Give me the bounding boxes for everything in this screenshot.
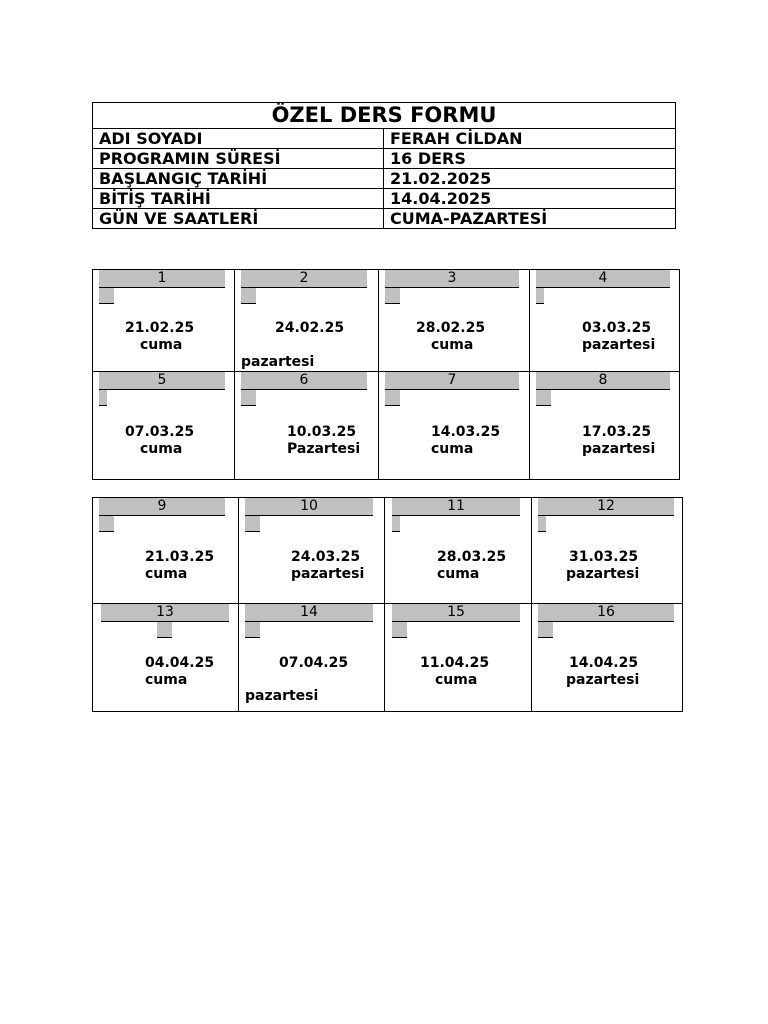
lesson-date: 07.03.25: [125, 424, 195, 440]
lesson-number: 15: [392, 604, 520, 622]
lesson-date: 11.04.25: [420, 655, 490, 671]
lesson-date: 14.03.25: [431, 424, 501, 440]
lesson-date: 28.02.25: [416, 320, 486, 336]
form-info-table: [92, 102, 676, 229]
lesson-date: 24.03.25: [291, 549, 361, 565]
lesson-day: cuma: [140, 441, 183, 457]
lesson-day: cuma: [140, 337, 183, 353]
lesson-date: 10.03.25: [287, 424, 357, 440]
lesson-day: pazartesi: [291, 566, 365, 582]
info-value: FERAH CİLDAN: [384, 129, 676, 149]
info-value: 16 DERS: [384, 149, 676, 169]
lesson-cell: [235, 270, 379, 372]
info-label: BİTİŞ TARİHİ: [93, 189, 384, 209]
lesson-number: 4: [536, 270, 670, 288]
lesson-day: cuma: [431, 337, 474, 353]
lesson-number: 12: [538, 498, 674, 516]
lesson-day: cuma: [145, 672, 188, 688]
lesson-date: 21.03.25: [145, 549, 215, 565]
lesson-date: 31.03.25: [569, 549, 639, 565]
lesson-number: 8: [536, 372, 670, 390]
lesson-cell: [532, 498, 683, 604]
info-value: 21.02.2025: [384, 169, 676, 189]
info-row: [93, 209, 676, 229]
lesson-day: pazartesi: [245, 688, 319, 704]
lesson-day: pazartesi: [566, 672, 640, 688]
lesson-date: 07.04.25: [279, 655, 349, 671]
lesson-cell: [235, 372, 379, 480]
lesson-day: Pazartesi: [287, 441, 361, 457]
lesson-number: 7: [385, 372, 519, 390]
lesson-number: 11: [392, 498, 520, 516]
form-title: ÖZEL DERS FORMU: [93, 103, 676, 129]
lesson-number: 1: [99, 270, 225, 288]
info-label: BAŞLANGIÇ TARİHİ: [93, 169, 384, 189]
lesson-cell: [93, 372, 235, 480]
lesson-cell: [385, 498, 532, 604]
lesson-number: 13: [101, 604, 229, 622]
lesson-grid-1: [92, 269, 680, 480]
lesson-number: 3: [385, 270, 519, 288]
lesson-grid-2: [92, 497, 683, 712]
lesson-number: 5: [99, 372, 225, 390]
info-row: [93, 149, 676, 169]
lesson-day: pazartesi: [241, 354, 315, 370]
lesson-date: 03.03.25: [582, 320, 652, 336]
info-value: 14.04.2025: [384, 189, 676, 209]
lesson-number: 14: [245, 604, 373, 622]
lesson-date: 21.02.25: [125, 320, 195, 336]
lesson-date: 14.04.25: [569, 655, 639, 671]
lesson-cell: [239, 604, 385, 712]
lesson-cell: [530, 270, 680, 372]
lesson-date: 28.03.25: [437, 549, 507, 565]
lesson-day: cuma: [437, 566, 480, 582]
lesson-day: cuma: [145, 566, 188, 582]
lesson-date: 17.03.25: [582, 424, 652, 440]
lesson-number: 16: [538, 604, 674, 622]
lesson-cell: [379, 372, 530, 480]
lesson-date: 04.04.25: [145, 655, 215, 671]
lesson-cell: [532, 604, 683, 712]
info-value: CUMA-PAZARTESİ: [384, 209, 676, 229]
lesson-cell: [379, 270, 530, 372]
lesson-number: 10: [245, 498, 373, 516]
lesson-day: cuma: [435, 672, 478, 688]
lesson-number: 2: [241, 270, 367, 288]
lesson-day: pazartesi: [566, 566, 640, 582]
lesson-number: 9: [99, 498, 225, 516]
lesson-cell: [93, 604, 239, 712]
lesson-date: 24.02.25: [275, 320, 345, 336]
lesson-cell: [93, 498, 239, 604]
lesson-number: 6: [241, 372, 367, 390]
lesson-cell: [93, 270, 235, 372]
lesson-cell: [530, 372, 680, 480]
info-label: ADI SOYADI: [93, 129, 384, 149]
lesson-cell: [239, 498, 385, 604]
lesson-day: cuma: [431, 441, 474, 457]
info-label: GÜN VE SAATLERİ: [93, 209, 384, 229]
info-row: [93, 129, 676, 149]
info-row: [93, 189, 676, 209]
lesson-cell: [385, 604, 532, 712]
lesson-day: pazartesi: [582, 441, 656, 457]
lesson-day: pazartesi: [582, 337, 656, 353]
info-label: PROGRAMIN SÜRESİ: [93, 149, 384, 169]
info-row: [93, 169, 676, 189]
